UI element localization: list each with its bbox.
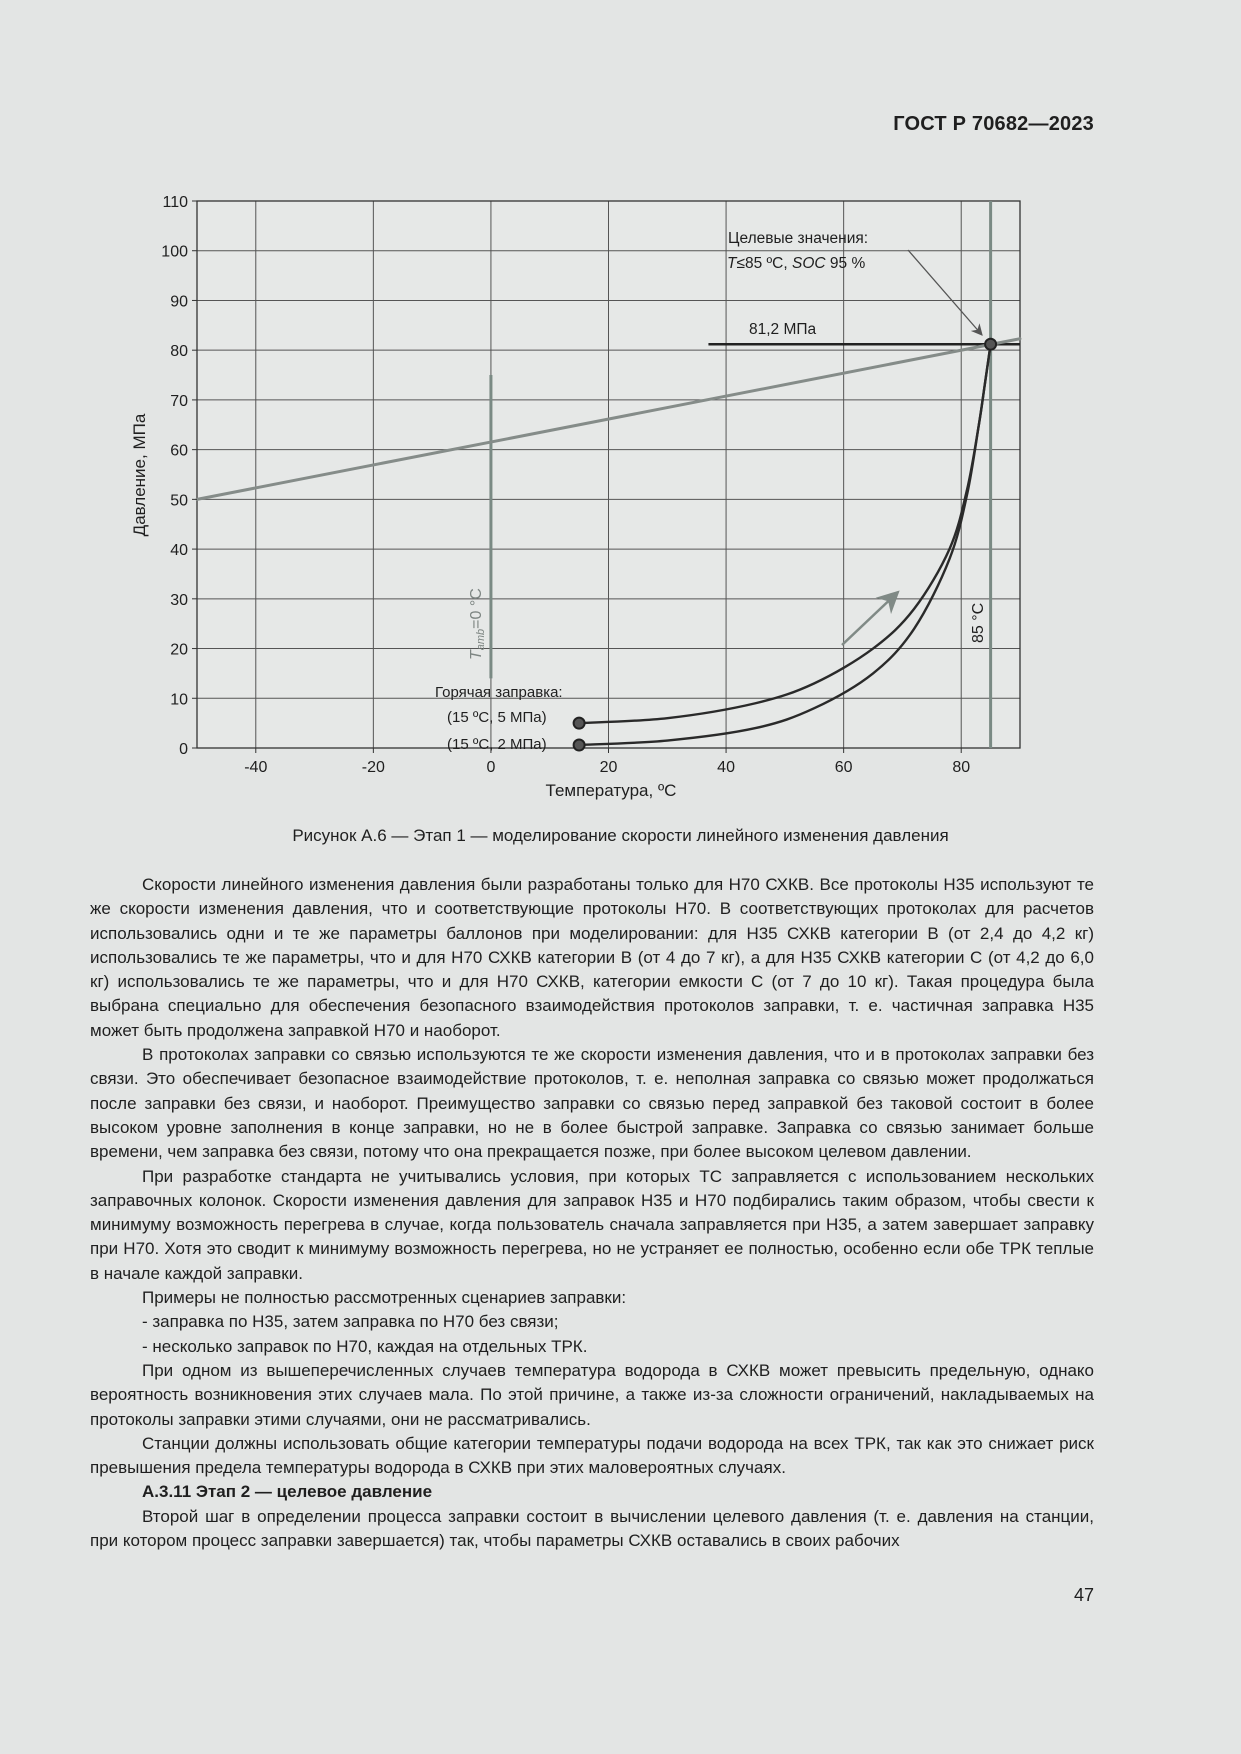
- x-tick-label: 0: [486, 759, 496, 776]
- target-annotation-line1: Целевые значения:: [728, 230, 869, 247]
- y-tick-label: 60: [170, 442, 188, 460]
- x-axis-label: Температура, ºC: [545, 781, 677, 800]
- data-point-marker: [574, 718, 585, 729]
- y-tick-label: 100: [161, 243, 188, 261]
- data-point-marker: [985, 339, 996, 350]
- pressure-label: 81,2 МПа: [749, 321, 817, 338]
- paragraph: При одном из вышеперечисленных случаев температура водорода в СХКВ может превысить предельную, однако вероятность возникновения этих случаев мала. По этой причине, а также из-за сложности ограничений, накладываемых на протоколы заправки этими случаями, они не рассматривались.: [90, 1360, 1094, 1429]
- y-tick-label: 0: [179, 741, 188, 758]
- t85-label: 85 °C: [970, 602, 987, 643]
- pressure-temperature-chart: [0, 0, 1241, 800]
- y-tick-label: 50: [170, 492, 188, 510]
- target-annotation-line2: T≤85 ºC, SOC 95 %: [727, 255, 866, 272]
- paragraph: Станции должны использовать общие категории температуры подачи водорода на всех ТРК, так как это снижает риск превышения предела температуры водорода в СХКВ при этих маловероятных случаях.: [90, 1433, 1094, 1478]
- y-axis-label: Давление, МПа: [130, 413, 149, 537]
- start-point-label-1: (15 ºC, 5 МПа): [447, 709, 547, 726]
- start-point-label-2: (15 ºC, 2 МПа): [447, 736, 547, 753]
- y-tick-label: 110: [162, 194, 188, 211]
- paragraph: Скорости линейного изменения давления были разработаны только для H70 СХКВ. Все протоколы H35 используют те же скорости изменения давления, что и соответствующие протоколы H70. В соответствующих протоколах для расчетов использовались одни и те же параметры баллонов при моделировании: для H35 СХКВ категории B (от 2,4 до 4,2 кг) использовались те же параметры, что и для H70 СХКВ категории B (от 4 до 7 кг), а для H35 СХКВ категории C (от 4,2 до 6,0 кг) использовались те же параметры, что и для H70 СХКВ, категории емкости C (от 7 до 10 кг). Такая процедура была выбрана специально для обеспечения безопасного взаимодействия протоколов заправки, т. е. частичная заправка H35 может быть продолжена заправкой H70 и наоборот.: [90, 875, 1094, 1040]
- tamb-label: Tamb=0 °C: [468, 588, 487, 660]
- list-item: Примеры не полностью рассмотренных сценариев заправки:: [142, 1288, 627, 1308]
- figure-caption: Рисунок А.6 — Этап 1 — моделирование скорости линейного изменения давления: [292, 826, 949, 845]
- x-tick-label: 20: [599, 759, 618, 776]
- x-tick-label: 80: [952, 759, 971, 776]
- list-item: - заправка по H35, затем заправка по H70 без связи;: [142, 1312, 559, 1332]
- x-tick-label: 60: [834, 759, 853, 776]
- y-tick-label: 20: [170, 641, 188, 659]
- y-tick-label: 90: [170, 293, 188, 311]
- list-item: - несколько заправок по H70, каждая на отдельных ТРК.: [142, 1336, 588, 1356]
- y-tick-label: 40: [170, 542, 188, 560]
- y-tick-label: 10: [170, 691, 188, 709]
- y-tick-label: 70: [170, 392, 188, 410]
- x-tick-label: -40: [244, 759, 268, 776]
- paragraph: Второй шаг в определении процесса заправки состоит в вычислении целевого давления (т. е. давления на станции, при котором процесс заправки завершается) так, чтобы параметры СХКВ оставались в своих рабочих: [90, 1506, 1094, 1551]
- section-heading: А.3.11 Этап 2 — целевое давление: [142, 1482, 433, 1502]
- y-tick-label: 80: [170, 343, 188, 361]
- y-tick-label: 30: [170, 591, 188, 609]
- page-number: 47: [1073, 1585, 1094, 1605]
- body-text: [90, 873, 1094, 1553]
- x-tick-label: 40: [717, 759, 735, 776]
- data-point-marker: [574, 740, 585, 751]
- paragraph: При разработке стандарта не учитывались условия, при которых ТС заправляется с использованием нескольких заправочных колонок. Скорости изменения давления для заправок H35 и H70 подбирались таким образом, чтобы свести к минимуму возможность перегрева в случае, когда пользователь сначала заправляется при H35, а затем завершает заправку при H70. Хотя это сводит к минимуму возможность перегрева, но не устраняет ее полностью, особенно если обе ТРК теплые в начале каждой заправки.: [90, 1166, 1094, 1283]
- hot-fill-label: Горячая заправка:: [435, 684, 563, 701]
- standard-header: ГОСТ Р 70682—2023: [893, 113, 1094, 135]
- x-tick-label: -20: [361, 759, 385, 776]
- paragraph: В протоколах заправки со связью используются те же скорости изменения давления, что и в протоколах заправки без связи. Это обеспечивает безопасное взаимодействие протоколов, т. е. неполная заправка со связью может продолжаться после заправки без связи, и наоборот. Преимущество заправки со связью перед заправкой без таковой состоит в более высоком уровне заполнения в конце заправки, но не в более быстрой заправке. Заправка со связью занимает больше времени, чем заправка без связи, потому что она прекращается позже, при более высоком целевом давлении.: [90, 1045, 1094, 1162]
